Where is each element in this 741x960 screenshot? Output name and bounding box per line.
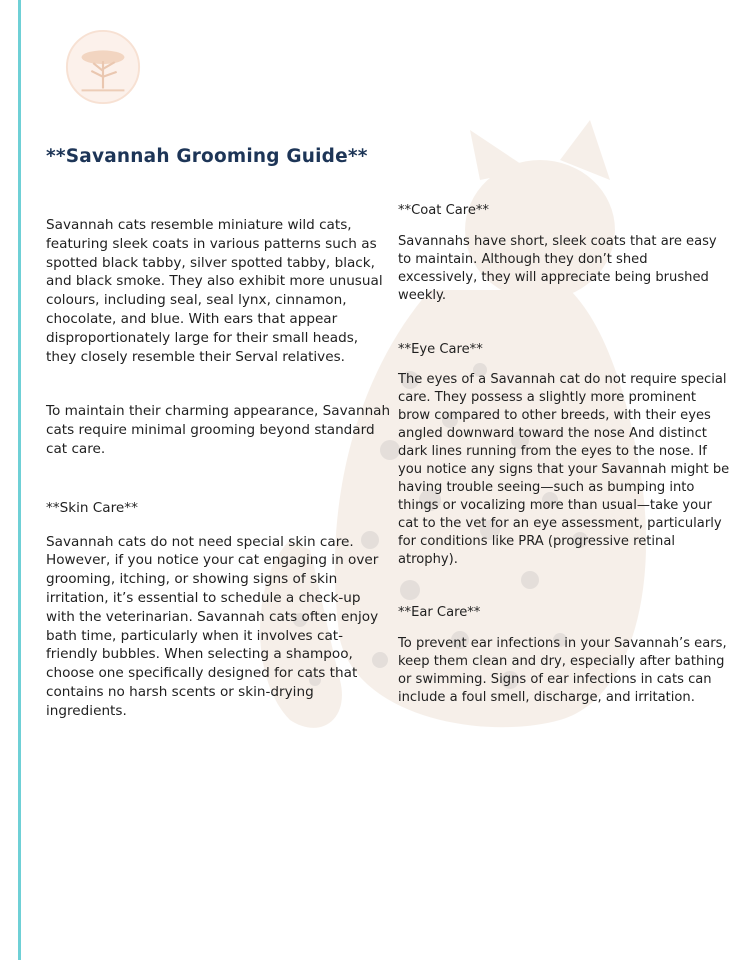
maintain-paragraph: To maintain their charming appearance, Savannah cats require minimal grooming beyond standard cat care.	[46, 403, 391, 457]
coat-care-heading: **Coat Care**	[398, 203, 489, 218]
skin-care-heading: **Skin Care**	[46, 499, 138, 516]
intro-paragraph: Savannah cats resemble miniature wild cats, featuring sleek coats in various patterns such as spotted black tabby, silver spotted tabby, black, and black smoke. They also exhibit more unusual colours, including seal, seal lynx, cinnamon, chocolate, and blue. With ears that appear disproportionately large for their small heads, they closely resemble their Serval relatives.	[46, 217, 383, 365]
eye-care-heading: **Eye Care**	[398, 341, 483, 357]
ear-care-paragraph: To prevent ear infections in your Savannah’s ears, keep them clean and dry, especially after bathing or swimming. Signs of ear infections in cats can include a foul smell, discharge, and irritation.	[398, 636, 727, 706]
left-accent-rule	[18, 0, 21, 960]
coat-care-paragraph: Savannahs have short, sleek coats that are easy to maintain. Although they don’t shed excessively, they will appreciate being brushed weekly.	[398, 233, 717, 303]
page-title: **Savannah Grooming Guide**	[46, 146, 368, 167]
eye-care-paragraph: The eyes of a Savannah cat do not require special care. They possess a slightly more prominent brow compared to other breeds, with their eyes angled downward toward the nose And distinct dark lines running from the eyes to the nose. If you notice any signs that your Savannah might be having trouble seeing—such as bumping into things or vocalizing more than usual—take your cat to the vet for an eye assessment, particularly for conditions like PRA (progressive retinal atrophy).	[398, 372, 730, 567]
skin-care-paragraph: Savannah cats do not need special skin care. However, if you notice your cat engaging in over grooming, itching, or showing signs of skin irritation, it’s essential to schedule a check-up with the veterinarian. Savannah cats often enjoy bath time, particularly when it involves cat-friendly bubbles. When selecting a shampoo, choose one specifically designed for cats that contains no harsh scents or skin-drying ingredients.	[46, 533, 379, 719]
right-column	[398, 202, 730, 707]
left-column	[46, 216, 391, 721]
ear-care-heading: **Ear Care**	[398, 605, 481, 621]
tree-logo-icon	[64, 28, 142, 106]
